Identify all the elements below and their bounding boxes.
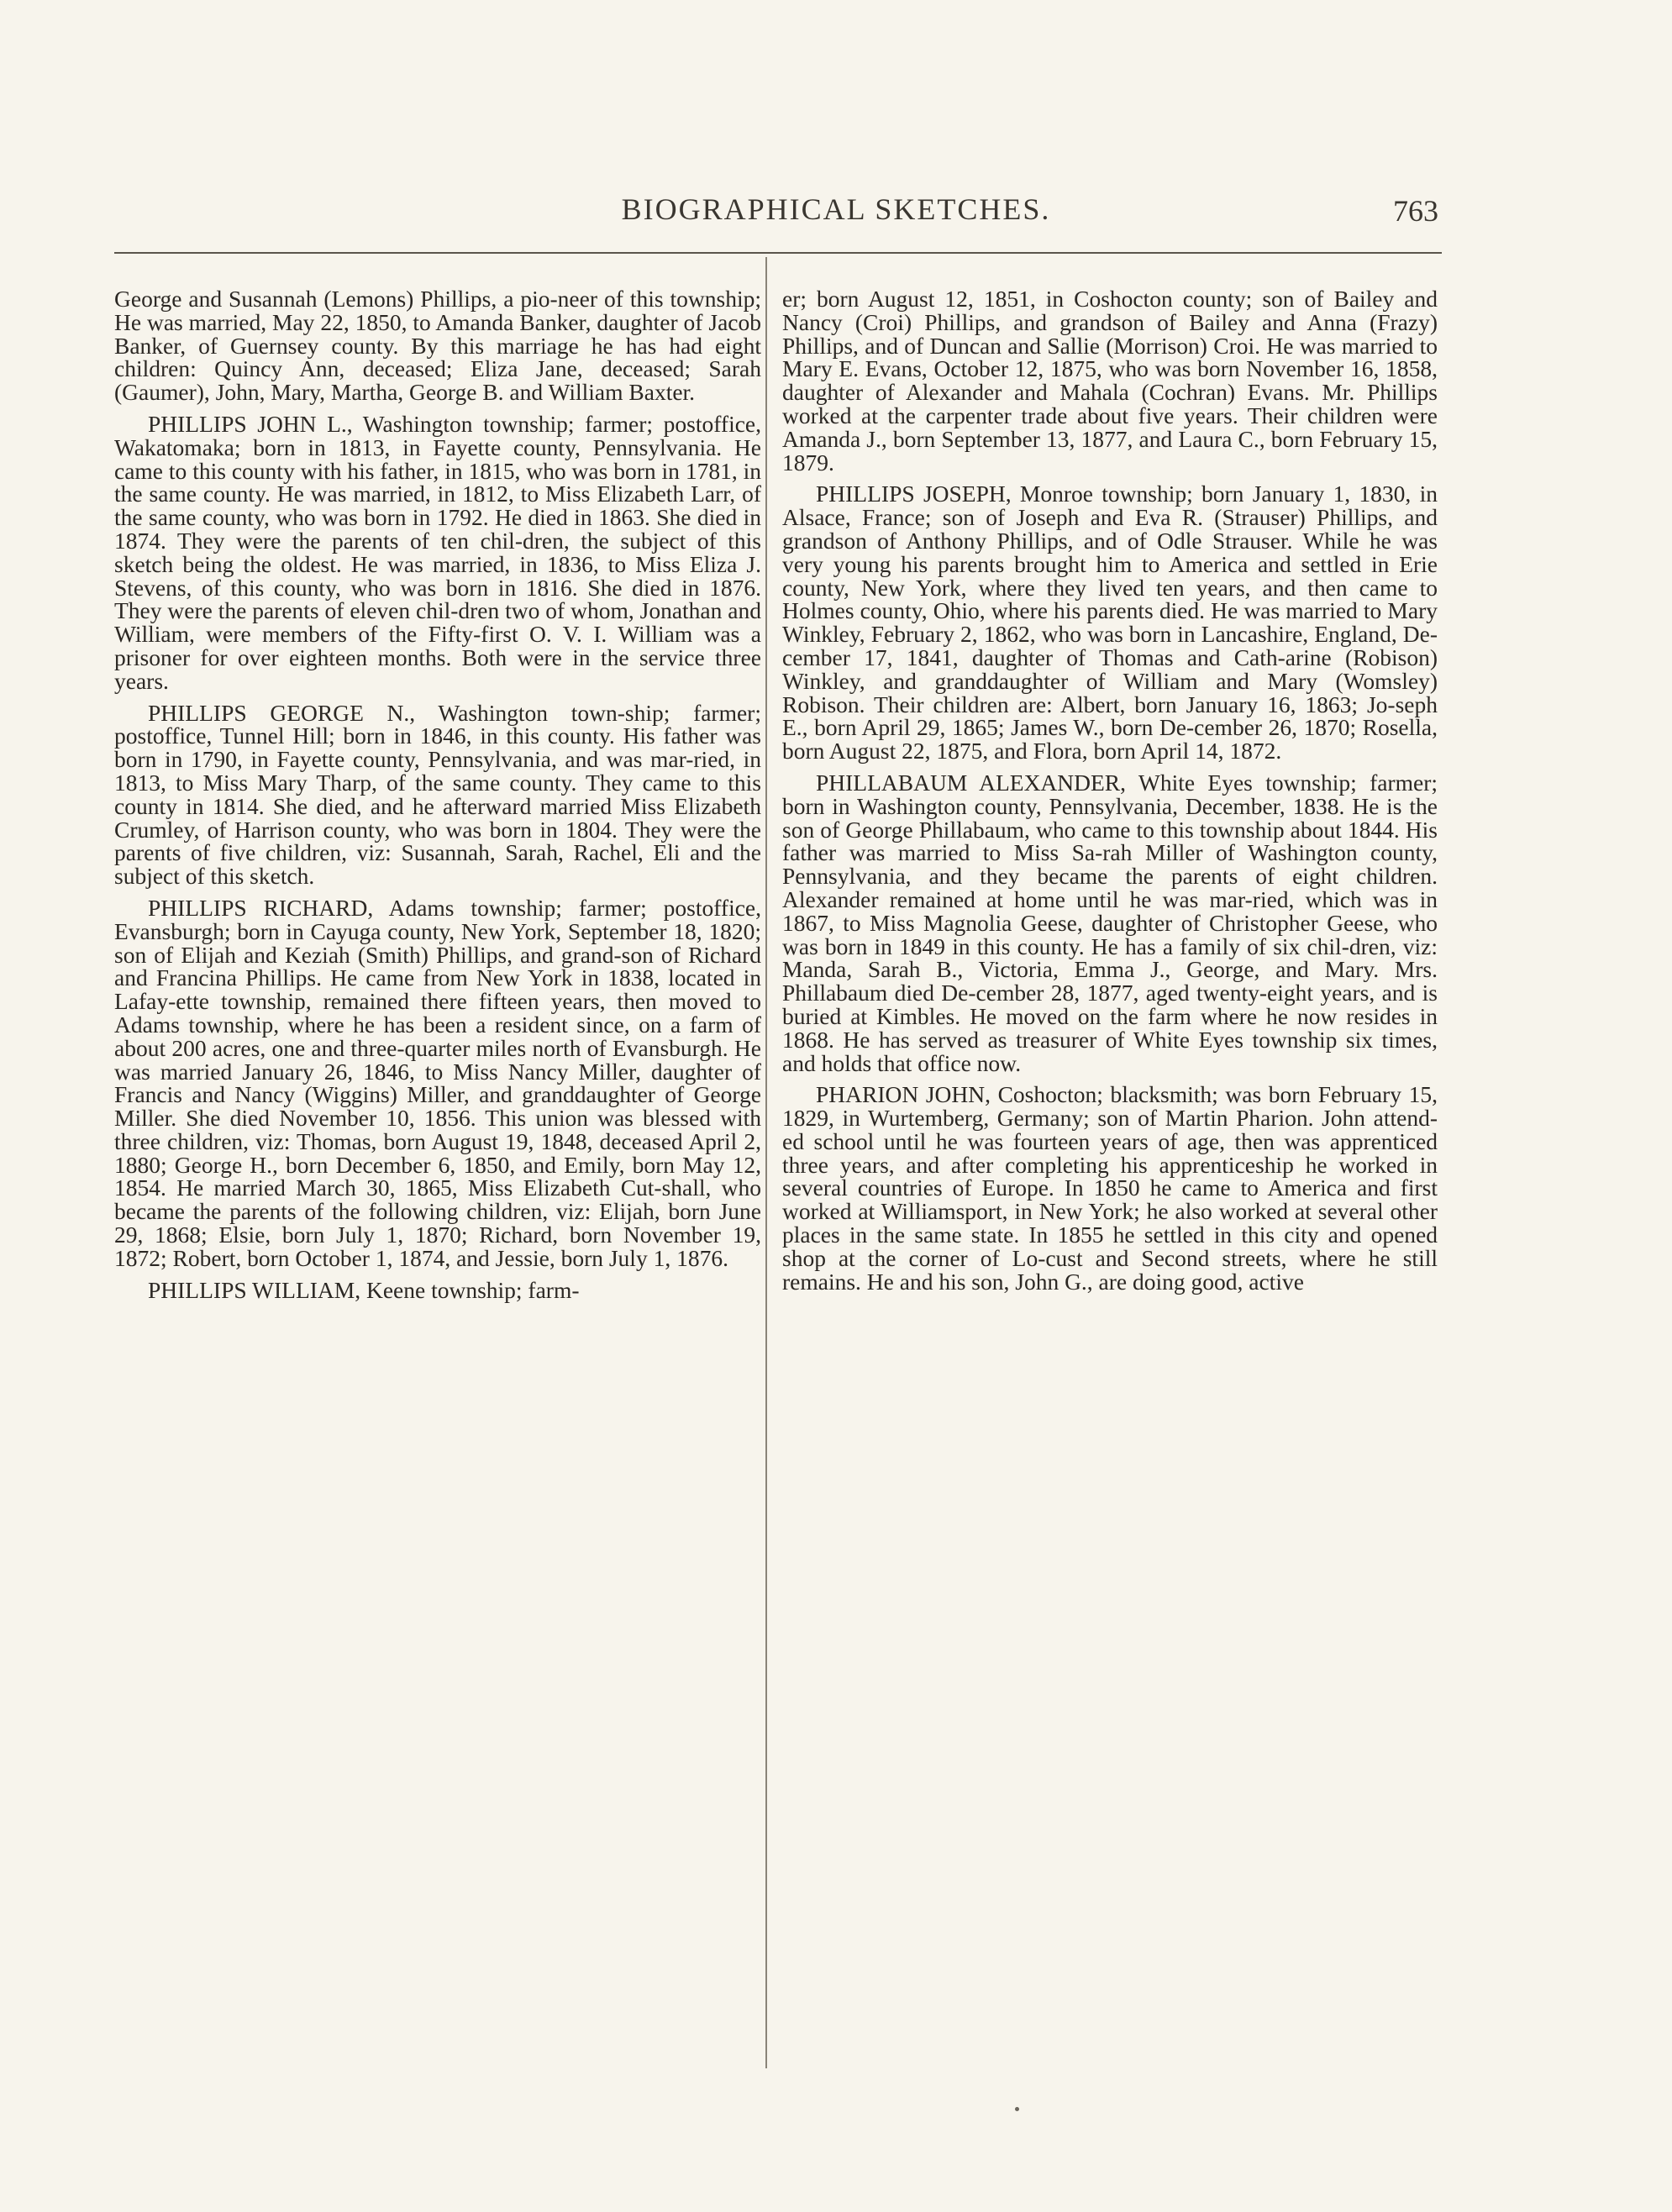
- running-title: BIOGRAPHICAL SKETCHES.: [621, 192, 1051, 226]
- paragraph-phillips-richard: PHILLIPS RICHARD, Adams township; farmer; postoffice, Evansburgh; born in Cayuga county, New York, September 18, 1820; son of Elijah and Keziah (Smith) Phillips, and grand-son of Richard and Francina Phillips. He came from New York in 1838, located in Lafay-ette township, remained there fifteen years, then moved to Adams township, where he has been a resident since, on a farm of about 200 acres, one and three-quarter miles north of Evansburgh. He was married January 26, 1846, to Miss Nancy Miller, daughter of Francis and Nancy (Wiggins) Miller, and granddaughter of George Miller. She died November 10, 1856. This union was blessed with three children, viz: Thomas, born August 19, 1848, deceased April 2, 1880; George H., born December 6, 1850, and Emily, born May 12, 1854. He married March 30, 1865, Miss Elizabeth Cut-shall, who became the parents of the following children, viz: Elijah, born June 29, 1868; Elsie, born July 1, 1870; Richard, born November 19, 1872; Robert, born October 1, 1874, and Jessie, born July 1, 1876.: [114, 894, 761, 1271]
- paragraph-pharion-john: PHARION JOHN, Coshocton; blacksmith; was born February 15, 1829, in Wurtemberg, Germany; son of Martin Pharion. John attend-ed school until he was fourteen years of age, then was apprenticed three years, and after completing his apprenticeship he worked in several countries of Europe. In 1850 he came to America and first worked at Williamsport, in New York; he also worked at several other places in the same state. In 1855 he settled in this city and opened shop at the corner of Lo-cust and Second streets, where he still remains. He and his son, John G., are doing good, active: [782, 1081, 1438, 1295]
- column-divider: [765, 257, 767, 2068]
- left-column: [114, 287, 761, 2068]
- paragraph-phillips-continued: George and Susannah (Lemons) Phillips, a pio-neer of this township; He was married, May 22, 1850, to Amanda Banker, daughter of Jacob Banker, of Guernsey county. By this marriage he has had eight children: Quincy Ann, deceased; Eliza Jane, deceased; Sarah (Gaumer), John, Mary, Martha, George B. and William Baxter.: [114, 287, 761, 406]
- paragraph-phillips-william-continued: er; born August 12, 1851, in Coshocton county; son of Bailey and Nancy (Croi) Phillips, and grandson of Bailey and Anna (Frazy) Phillips, and of Duncan and Sallie (Morrison) Croi. He was married to Mary E. Evans, October 12, 1875, who was born November 16, 1858, daughter of Alexander and Mahala (Cochran) Evans. Mr. Phillips worked at the carpenter trade about five years. Their children were Amanda J., born September 13, 1877, and Laura C., born February 15, 1879.: [782, 287, 1438, 476]
- header-rule: [114, 252, 1442, 254]
- paragraph-phillabaum-alexander: PHILLABAUM ALEXANDER, White Eyes township; farmer; born in Washington county, Pennsylvania, December, 1838. He is the son of George Phillabaum, who came to this township about 1844. His father was married to Miss Sa-rah Miller of Washington county, Pennsylvania, and they became the parents of eight children. Alexander remained at home until he was mar-ried, which was in 1867, to Miss Magnolia Geese, daughter of Christopher Geese, who was born in 1849 in this county. He has a family of six chil-dren, viz: Manda, Sarah B., Victoria, Emma J., George, and Mary. Mrs. Phillabaum died De-cember 28, 1877, aged twenty-eight years, and is buried at Kimbles. He moved on the farm where he now resides in 1868. He has served as treasurer of White Eyes township six times, and holds that office now.: [782, 769, 1438, 1076]
- paragraph-phillips-william-start: PHILLIPS WILLIAM, Keene township; farm-: [148, 1276, 580, 1303]
- paragraph-phillips-george: PHILLIPS GEORGE N., Washington town-ship; farmer; postoffice, Tunnel Hill; born in 1846, in this county. His father was born in 1790, in Fayette county, Pennsylvania, and was mar-ried, in 1813, to Miss Mary Tharp, of the same county. They came to this county in 1814. She died, and he afterward married Miss Elizabeth Crumley, of Harrison county, who was born in 1804. They were the parents of five children, viz: Susannah, Sarah, Rachel, Eli and the subject of this sketch.: [114, 699, 761, 890]
- ink-speck: [1015, 2107, 1019, 2111]
- paragraph-phillips-john: PHILLIPS JOHN L., Washington township; farmer; postoffice, Wakatomaka; born in 1813, in Fayette county, Pennsylvania. He came to this county with his father, in 1815, who was born in 1781, in the same county. He was married, in 1812, to Miss Elizabeth Larr, of the same county, who was born in 1792. He died in 1863. She died in 1874. They were the parents of ten chil-dren, the subject of this sketch being the oldest. He was married, in 1836, to Miss Eliza J. Stevens, of this county, who was born in 1816. She died in 1876. They were the parents of eleven chil-dren two of whom, Jonathan and William, were members of the Fifty-first O. V. I. William was a prisoner for over eighteen months. Both were in the service three years.: [114, 410, 761, 694]
- page-number: 763: [1393, 194, 1438, 228]
- right-column: [782, 287, 1438, 2068]
- paragraph-phillips-joseph: PHILLIPS JOSEPH, Monroe township; born January 1, 1830, in Alsace, France; son of Joseph and Eva R. (Strauser) Phillips, and grandson of Anthony Phillips, and of Odle Strauser. While he was very young his parents brought him to America and settled in Erie county, New York, where they lived ten years, and then came to Holmes county, Ohio, where his parents died. He was married to Mary Winkley, February 2, 1862, who was born in Lancashire, England, De-cember 17, 1841, daughter of Thomas and Cath-arine (Robison) Winkley, and granddaughter of William and Mary (Womsley) Robison. Their children are: Albert, born January 16, 1863; Jo-seph E., born April 29, 1865; James W., born De-cember 26, 1870; Rosella, born August 22, 1875, and Flora, born April 14, 1872.: [782, 481, 1438, 764]
- page-header: [0, 192, 1672, 242]
